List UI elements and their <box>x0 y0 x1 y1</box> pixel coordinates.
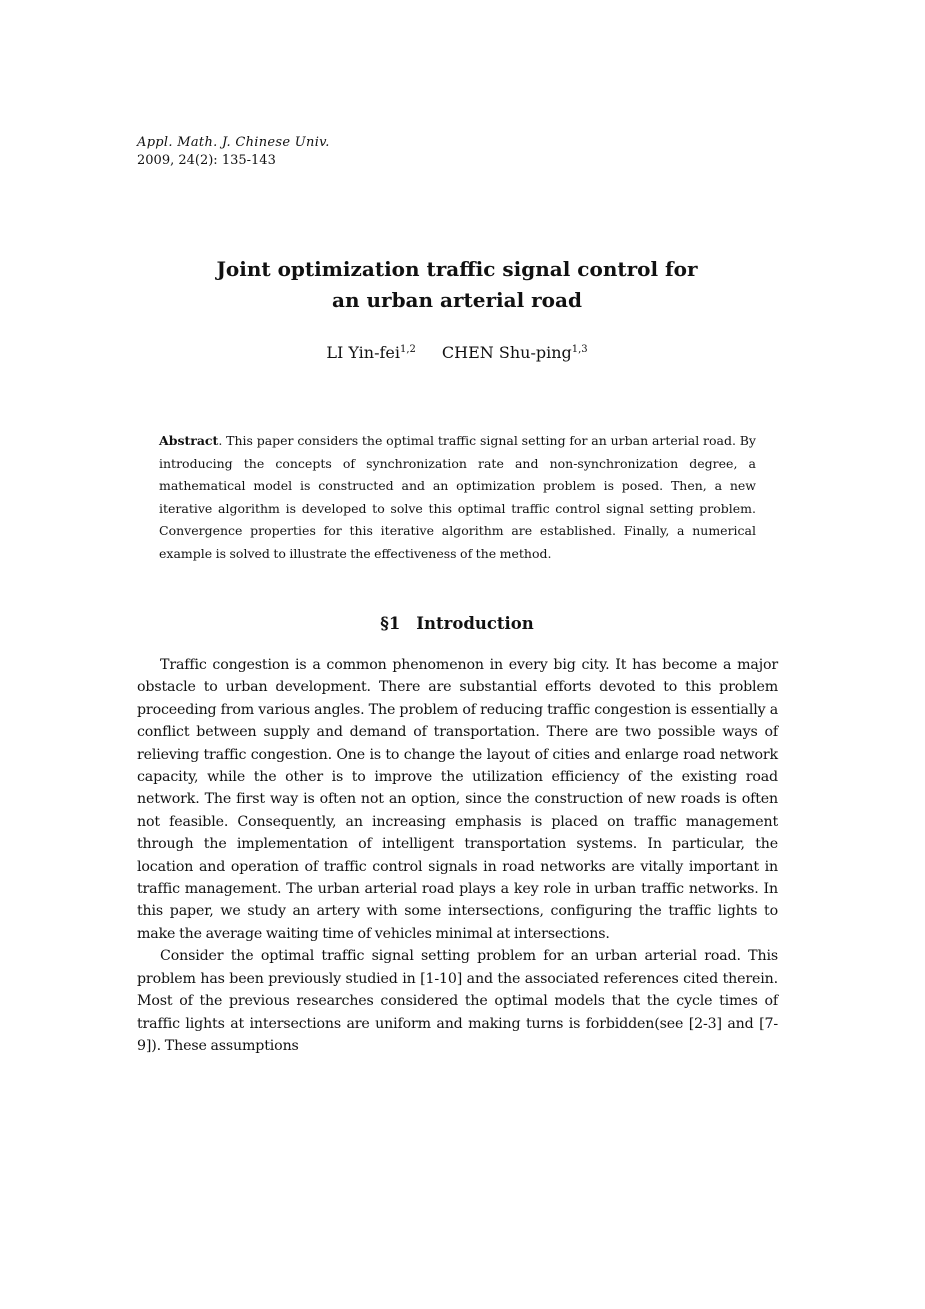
paragraph: Traffic congestion is a common phenomenon in every big city. It has become a major obstacle to urban development. There are substantial efforts devoted to this problem proceeding from various angles. The problem of reducing traffic congestion is essentially a conflict between supply and demand of transportation. There are two possible ways of relieving traffic congestion. One is to change the layout of cities and enlarge road network capacity, while the other is to improve the utilization efficiency of the existing road network. The first way is often not an option, since the construction of new roads is often not feasible. Consequently, an increasing emphasis is placed on traffic management through the implementation of intelligent transportation systems. In particular, the location and operation of traffic control signals in road networks are vitally important in traffic management. The urban arterial road plays a key role in urban traffic networks. In this paper, we study an artery with some intersections, configuring the traffic lights to make the average waiting time of vehicles minimal at intersections. <box>137 657 778 942</box>
journal-citation: 2009, 24(2): 135-143 <box>137 153 276 168</box>
body-text <box>137 654 778 1057</box>
author-name: CHEN Shu-ping <box>441 343 572 362</box>
paper-title <box>137 254 777 316</box>
abstract-label: Abstract <box>159 433 219 448</box>
author-list <box>137 342 777 364</box>
author-affiliation: 1,3 <box>571 344 588 355</box>
section-heading <box>137 612 777 636</box>
abstract-text: . This paper considers the optimal traffic signal setting for an urban arterial road. By introducing the concepts of synchronization rate and non-synchronization degree, a mathematical model is constructed and an optimization problem is posed. Then, a new iterative algorithm is developed to solve this optimal traffic control signal setting problem. Convergence properties for this iterative algorithm are established. Finally, a numerical example is solved to illustrate the effectiveness of the method. <box>159 433 756 561</box>
section-title: Introduction <box>416 614 534 633</box>
journal-name: Appl. Math. J. Chinese Univ. <box>137 135 330 150</box>
paragraph: Consider the optimal traffic signal setting problem for an urban arterial road. This problem has been previously studied in [1-10] and the associated references cited therein. Most of the previous researches considered the optimal models that the cycle times of traffic lights at intersections are uniform and making turns is forbidden(see [2-3] and [7-9]). These assumptions <box>137 948 778 1054</box>
title-line-1: Joint optimization traffic signal control for <box>216 257 698 281</box>
title-line-2: an urban arterial road <box>332 288 582 312</box>
journal-header <box>137 134 330 170</box>
author-affiliation: 1,2 <box>400 344 416 355</box>
abstract <box>159 430 756 565</box>
author-name: LI Yin-fei <box>326 343 400 362</box>
section-number: §1 <box>380 614 401 633</box>
